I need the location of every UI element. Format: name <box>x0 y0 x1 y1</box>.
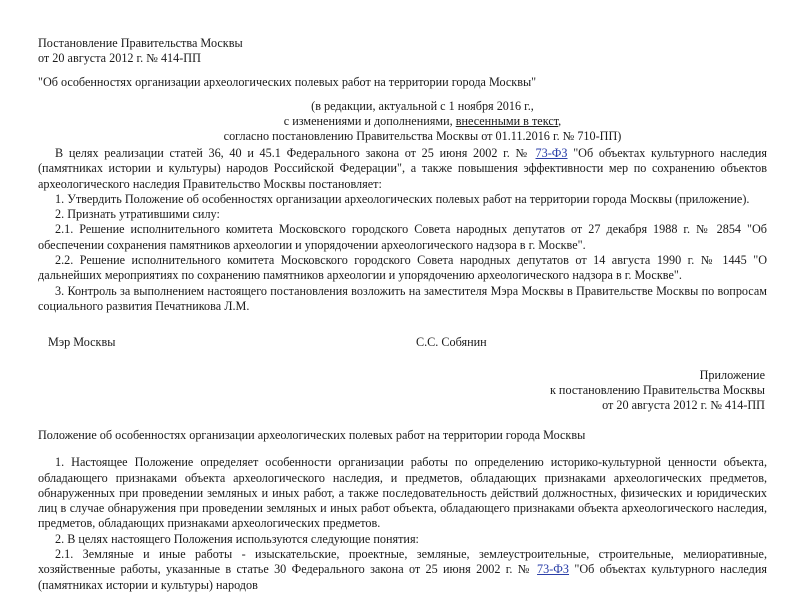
spacer <box>38 350 767 368</box>
edition-line2 <box>38 114 767 129</box>
item-1: 1. Утвердить Положение об особенностях организации археологических полевых работ на территории города Москвы (приложение). <box>55 191 750 206</box>
signature-position: Мэр Москвы <box>48 335 116 350</box>
preamble-paragraph <box>38 146 767 192</box>
appendix-ref: к постановлению Правительства Москвы <box>549 383 765 398</box>
spacer <box>38 66 767 75</box>
edition-line2-text: с изменениями и дополнениями, <box>283 114 456 128</box>
spacer <box>38 90 767 99</box>
item-2: 2. Признать утратившими силу: <box>55 207 220 222</box>
appendix-p21-text-cont: "Об объектах культурного наследия (памятниках истории и культуры) народов <box>38 562 767 592</box>
amendments-link[interactable]: внесенными в текст <box>455 114 559 128</box>
item-2-1: 2.1. Решение исполнительного комитета Московского городского Совета народных депутатов от 27 декабря 1988 г. № 2854 "Об обеспечении сохранения памятников археологии и упорядочении археологического надзора в г. Москве". <box>38 222 767 252</box>
edition-line1: (в редакции, актуальной с 1 ноября 2016 г., <box>311 99 534 113</box>
appendix-paragraph-2: 2. В целях настоящего Положения используются следующие понятия: <box>55 531 419 546</box>
document-page <box>38 36 767 593</box>
appendix-date: от 20 августа 2012 г. № 414-ПП <box>602 398 765 413</box>
spacer <box>38 413 767 428</box>
signature-name: С.С. Собянин <box>416 335 487 350</box>
item-3: 3. Контроль за выполнением настоящего постановления возложить на заместителя Мэра Москвы в Правительстве Москвы по вопросам социального развития Печатникова Л.М. <box>38 283 767 313</box>
doc-title: "Об особенностях организации археологических полевых работ на территории города Москвы" <box>38 75 537 89</box>
edition-line2-punct: , <box>558 114 562 128</box>
law-73-fz-link-2[interactable]: 73-ФЗ <box>537 562 570 577</box>
appendix-title: Положение об особенностях организации археологических полевых работ на территории города Москвы <box>38 428 586 443</box>
spacer <box>38 314 767 335</box>
item-2-2: 2.2. Решение исполнительного комитета Московского городского Совета народных депутатов от 14 августа 1990 г. № 1445 "О дальнейших мероприятиях по сохранению памятников археологии и упорядочению археологического надзора в г. Москве". <box>38 253 767 283</box>
signature-row <box>38 335 767 350</box>
doc-header-line2: от 20 августа 2012 г. № 414-ПП <box>38 51 201 65</box>
appendix-label: Приложение <box>699 368 765 383</box>
appendix-paragraph-1: 1. Настоящее Положение определяет особенности организации работы по определению историко-культурной ценности объекта, обладающего признаками объекта археологического наследия, и предметов, обладающих признаками археологических предметов, обнаруженных при проведении земляных и иных работ, а также последовательность действий должностных, физических и юридических лиц в случае обнаружения при проведении земляных и иных работ объекта, обладающего признаками объекта археологического наследия, предметов, обладающих признаками археологических предметов. <box>38 455 767 531</box>
appendix-p21-text: 2.1. Земляные и иные работы - изыскательские, проектные, земляные, землеустроительные, строительные, мелиоративные, хозяйственные работы, указанные в статье 30 Федерального закона от 25 июня 2002 г. № <box>38 547 767 577</box>
law-73-fz-link[interactable]: 73-ФЗ <box>535 146 568 160</box>
doc-header-line1: Постановление Правительства Москвы <box>38 36 243 50</box>
spacer <box>38 443 767 455</box>
appendix-paragraph-2-1 <box>38 547 767 593</box>
preamble-text: В целях реализации статей 36, 40 и 45.1 Федерального закона от 25 июня 2002 г. № <box>55 146 536 160</box>
preamble-text-cont: "Об объектах культурного наследия (памятниках истории и культуры) народов Российской Федерации", а также повышения эффективности мер по сохранению объектов археологического наследия Правительство Москвы постановляет: <box>38 146 767 191</box>
edition-line3: согласно постановлению Правительства Москвы от 01.11.2016 г. № 710-ПП) <box>223 129 622 143</box>
